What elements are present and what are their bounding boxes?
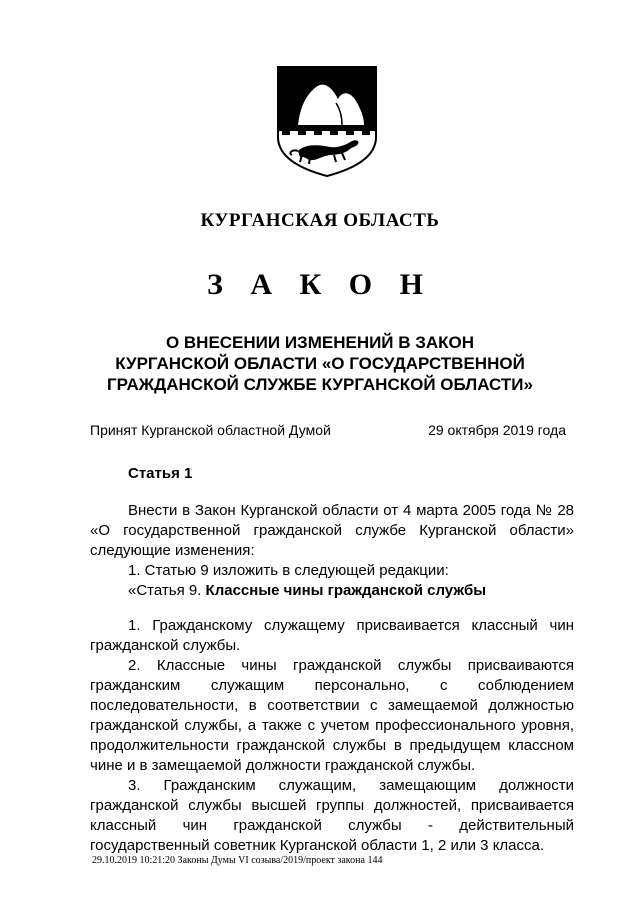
document-type: З А К О Н [207,268,433,301]
article-body [90,501,574,856]
paragraph-1: 1. Гражданскому служащему присваивается классный чин гражданской службы. [90,617,574,654]
footer-stamp: 29.10.2019 10:21:20 Законы Думы VI созыва/2019/проект закона 144 [92,855,383,866]
article-heading: Статья 1 [128,465,193,482]
law-title-line: КУРГАНСКОЙ ОБЛАСТИ «О ГОСУДАРСТВЕННОЙ [115,354,525,373]
adopted-by: Принят Курганской областной Думой [90,422,331,438]
article-item-1: 1. Статью 9 изложить в следующей редакции: [128,562,449,579]
quoted-article-title: Классные чины гражданской службы [205,582,487,599]
law-title-line: ГРАЖДАНСКОЙ СЛУЖБЕ КУРГАНСКОЙ ОБЛАСТИ» [107,375,533,394]
paragraph-gap [90,601,574,616]
law-title-line: О ВНЕСЕНИИ ИЗМЕНЕНИЙ В ЗАКОН [165,333,475,352]
quoted-article-heading [90,581,574,601]
quoted-article-prefix: «Статья 9. [128,582,202,599]
kurgan-coat-of-arms-icon [276,65,378,178]
article-intro: Внести в Закон Курганской области от 4 марта 2005 года № 28 «О государственной гражданской службе Курганской области» следующие изменения: [90,502,574,559]
paragraph-3: 3. Гражданским служащим, замещающим должности гражданской службы высшей группы должностей, присваивается классный чин гражданской службы - действительный государственный советник Курганской области 1, 2 или 3 класса. [90,777,574,854]
paragraph-2: 2. Классные чины гражданской службы присваиваются гражданским служащим персонально, с соблюдением последовательности, в соответствии с замещаемой должностью гражданской службы, а также с учетом профессионального уровня, продолжительности гражданской службы в предыдущем классном чине и в замещаемой должности гражданской службы. [90,657,574,774]
region-name: КУРГАНСКАЯ ОБЛАСТЬ [200,210,440,231]
adoption-date: 29 октября 2019 года [428,422,566,438]
law-title [60,332,580,395]
